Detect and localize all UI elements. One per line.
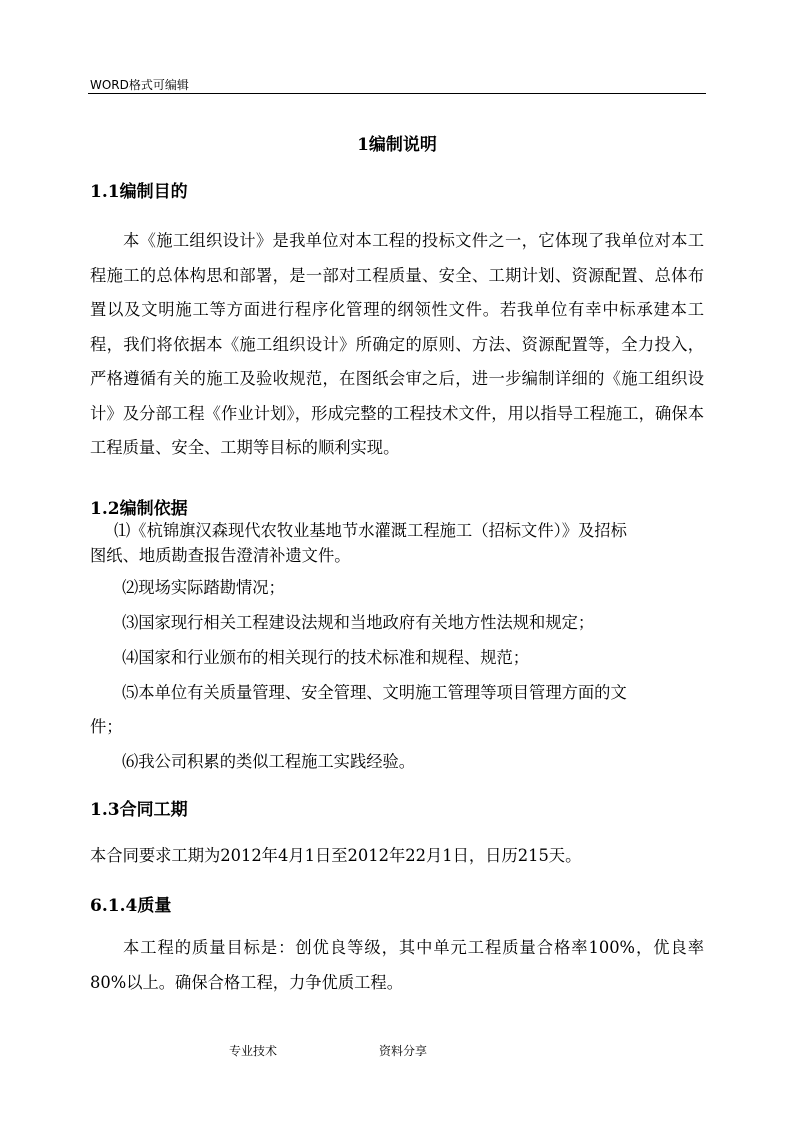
- duration-text: 本合同要求工期为2012年4月1日至2012年22月1日，日历215天。: [90, 846, 582, 865]
- header-rule: [88, 93, 706, 94]
- basis-item-1-line-2: 图纸、地质勘查报告澄清补遗文件。: [90, 546, 351, 565]
- basis-item-1-line-1: ⑴《杭锦旗汉森现代农牧业基地节水灌溉工程施工（招标文件）》及招标: [114, 521, 627, 540]
- basis-item-5-line-2: 件；: [90, 717, 123, 736]
- section-heading-purpose: 1.1编制目的: [90, 182, 188, 202]
- basis-item-5-line-1: ⑸本单位有关质量管理、安全管理、文明施工管理等项目管理方面的文: [122, 683, 627, 702]
- section-heading-duration: 1.3合同工期: [90, 800, 188, 820]
- basis-item-6: ⑹我公司积累的类似工程施工实践经验。: [122, 752, 416, 771]
- quality-paragraph: 本工程的质量目标是：创优良等级，其中单元工程质量合格率100%，优良率80%以上。确保合格工程，力争优质工程。: [90, 938, 704, 992]
- purpose-paragraph: 本《施工组织设计》是我单位对本工程的投标文件之一，它体现了我单位对本工程施工的总体构思和部署，是一部对工程质量、安全、工期计划、资源配置、总体布置以及文明施工等方面进行程序化管理的纲领性文件。若我单位有幸中标承建本工程，我们将依据本《施工组织设计》所确定的原则、方法、资源配置等，全力投入，严格遵循有关的施工及验收规范，在图纸会审之后，进一步编制详细的《施工组织设计》及分部工程《作业计划》，形成完整的工程技术文件，用以指导工程施工，确保本工程质量、安全、工期等目标的顺利实现。: [90, 231, 704, 457]
- footer-left: 专业技术: [229, 1044, 278, 1058]
- document-title: 1编制说明: [357, 135, 437, 155]
- basis-item-3: ⑶国家现行相关工程建设法规和当地政府有关地方性法规和规定；: [122, 613, 595, 632]
- basis-item-4: ⑷国家和行业颁布的相关现行的技术标准和规程、规范；: [122, 648, 530, 667]
- page-header: WORD格式可编辑: [90, 78, 189, 92]
- section-heading-quality: 6.1.4质量: [90, 896, 172, 916]
- section-heading-basis: 1.2编制依据: [90, 499, 188, 519]
- basis-item-2: ⑵现场实际踏勘情况；: [122, 578, 285, 597]
- footer-right: 资料分享: [379, 1044, 428, 1058]
